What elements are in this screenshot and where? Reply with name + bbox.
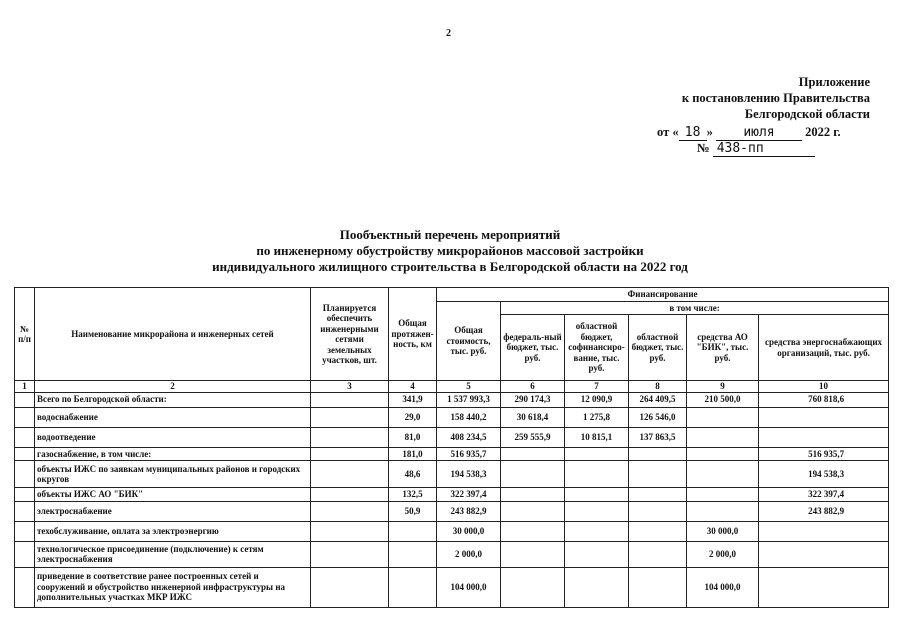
table-row (15, 521, 889, 541)
cell-plots (311, 501, 389, 521)
date-mid: » (706, 125, 713, 139)
column-number: 1 (15, 381, 35, 393)
column-number: 7 (565, 381, 629, 393)
cell-length: 341,9 (389, 392, 437, 407)
cell-length: 181,0 (389, 447, 437, 461)
header-name: Наименование микрорайона и инженерных сетей (35, 288, 311, 381)
header-plots: Планируется обеспечить инженерными сетями земельных участков, шт. (311, 288, 389, 381)
cell-num (15, 407, 35, 427)
table-row (15, 461, 889, 488)
cell-total: 2 000,0 (437, 541, 501, 567)
header-bik: средства АО "БИК", тыс. руб. (687, 315, 759, 381)
cell-regional: 126 546,0 (629, 407, 687, 427)
table-body (15, 392, 889, 607)
cell-regional-cofin: 10 815,1 (565, 427, 629, 447)
cell-length: 48,6 (389, 461, 437, 488)
column-number: 8 (629, 381, 687, 393)
column-number: 3 (311, 381, 389, 393)
column-number: 10 (759, 381, 889, 393)
date-year: 2022 г. (805, 125, 841, 139)
appendix-line-3: Белгородской области (744, 107, 870, 121)
cell-total: 30 000,0 (437, 521, 501, 541)
column-number: 6 (501, 381, 565, 393)
cell-name: электроснабжение (35, 501, 311, 521)
cell-bik: 210 500,0 (687, 392, 759, 407)
cell-federal (501, 501, 565, 521)
cell-regional (629, 541, 687, 567)
header-length: Общая протяжен-ность, км (389, 288, 437, 381)
cell-energy: 760 818,6 (759, 392, 889, 407)
cell-federal: 30 618,4 (501, 407, 565, 427)
column-number: 5 (437, 381, 501, 393)
cell-bik (687, 461, 759, 488)
cell-length: 132,5 (389, 488, 437, 502)
cell-plots (311, 461, 389, 488)
cell-bik (687, 407, 759, 427)
cell-plots (311, 521, 389, 541)
header-financing: Финансирование (437, 288, 889, 302)
cell-energy (759, 541, 889, 567)
cell-plots (311, 541, 389, 567)
cell-bik (687, 501, 759, 521)
column-numbers-row (15, 381, 889, 393)
cell-num (15, 488, 35, 502)
cell-energy: 516 935,7 (759, 447, 889, 461)
cell-total: 194 538,3 (437, 461, 501, 488)
cell-federal: 290 174,3 (501, 392, 565, 407)
measures-table (14, 287, 889, 608)
date-prefix: от « (657, 125, 679, 139)
cell-regional-cofin: 1 275,8 (565, 407, 629, 427)
cell-energy (759, 427, 889, 447)
cell-plots (311, 567, 389, 607)
cell-regional (629, 461, 687, 488)
cell-regional (629, 521, 687, 541)
document-title (150, 227, 750, 275)
title-line-2: по инженерному обустройству микрорайонов массовой застройки (256, 243, 644, 258)
cell-plots (311, 392, 389, 407)
cell-bik (687, 447, 759, 461)
date-month: июля (716, 125, 802, 141)
cell-energy: 194 538,3 (759, 461, 889, 488)
cell-plots (311, 488, 389, 502)
cell-regional (629, 501, 687, 521)
number-prefix: № (697, 141, 710, 155)
cell-length (389, 541, 437, 567)
cell-name: газоснабжение, в том числе: (35, 447, 311, 461)
column-number: 4 (389, 381, 437, 393)
cell-num (15, 541, 35, 567)
resolution-date (657, 125, 841, 141)
header-including: в том числе: (501, 301, 889, 315)
table-row (15, 501, 889, 521)
header-num: № п/п (15, 288, 35, 381)
cell-federal: 259 555,9 (501, 427, 565, 447)
title-line-1: Пообъектный перечень мероприятий (339, 227, 561, 242)
cell-bik (687, 488, 759, 502)
cell-num (15, 392, 35, 407)
cell-federal (501, 521, 565, 541)
cell-regional (629, 567, 687, 607)
appendix-line-2: к постановлению Правительства (681, 91, 870, 105)
cell-federal (501, 541, 565, 567)
appendix-line-1: Приложение (798, 75, 870, 89)
cell-energy (759, 407, 889, 427)
cell-name: водоотведение (35, 427, 311, 447)
cell-num (15, 447, 35, 461)
cell-length: 29,0 (389, 407, 437, 427)
header-regional: областной бюджет, тыс. руб. (629, 315, 687, 381)
cell-num (15, 567, 35, 607)
cell-federal (501, 447, 565, 461)
cell-length (389, 521, 437, 541)
cell-regional-cofin (565, 567, 629, 607)
cell-regional-cofin (565, 488, 629, 502)
table-row (15, 427, 889, 447)
cell-regional-cofin (565, 541, 629, 567)
cell-federal (501, 567, 565, 607)
cell-regional (629, 447, 687, 461)
cell-name: Всего по Белгородской области: (35, 392, 311, 407)
cell-bik: 2 000,0 (687, 541, 759, 567)
cell-regional-cofin (565, 461, 629, 488)
cell-total: 1 537 993,3 (437, 392, 501, 407)
cell-num (15, 521, 35, 541)
cell-energy: 243 882,9 (759, 501, 889, 521)
cell-plots (311, 427, 389, 447)
cell-name: приведение в соответствие ранее построенных сетей и сооружений и обустройство инженерной инфраструктуры на дополнительных участках МКР ИЖС (35, 567, 311, 607)
cell-total: 322 397,4 (437, 488, 501, 502)
number-value: 438-пп (713, 141, 815, 157)
header-federal: федераль-ный бюджет, тыс. руб. (501, 315, 565, 381)
cell-bik: 30 000,0 (687, 521, 759, 541)
cell-name: объекты ИЖС АО "БИК" (35, 488, 311, 502)
cell-num (15, 501, 35, 521)
column-number: 9 (687, 381, 759, 393)
cell-total: 408 234,5 (437, 427, 501, 447)
cell-name: техобслуживание, оплата за электроэнергию (35, 521, 311, 541)
resolution-number (697, 141, 815, 157)
appendix-block (640, 74, 870, 122)
cell-num (15, 461, 35, 488)
cell-length (389, 567, 437, 607)
date-day: 18 (679, 125, 707, 141)
header-energy: средства энергоснабжающих организаций, тыс. руб. (759, 315, 889, 381)
cell-energy (759, 567, 889, 607)
cell-total: 104 000,0 (437, 567, 501, 607)
table-row (15, 541, 889, 567)
cell-regional: 264 409,5 (629, 392, 687, 407)
column-number: 2 (35, 381, 311, 393)
cell-name: объекты ИЖС по заявкам муниципальных районов и городских округов (35, 461, 311, 488)
cell-name: водоснабжение (35, 407, 311, 427)
title-line-3: индивидуального жилищного строительства в Белгородской области на 2022 год (212, 259, 688, 274)
table-row (15, 407, 889, 427)
cell-total: 243 882,9 (437, 501, 501, 521)
cell-regional-cofin (565, 501, 629, 521)
cell-federal (501, 488, 565, 502)
cell-total: 158 440,2 (437, 407, 501, 427)
cell-regional-cofin: 12 090,9 (565, 392, 629, 407)
cell-length: 50,9 (389, 501, 437, 521)
cell-num (15, 427, 35, 447)
cell-regional-cofin (565, 447, 629, 461)
cell-federal (501, 461, 565, 488)
table-row (15, 392, 889, 407)
page-number: 2 (446, 28, 451, 39)
cell-length: 81,0 (389, 427, 437, 447)
header-total: Общая стоимость, тыс. руб. (437, 301, 501, 381)
cell-energy: 322 397,4 (759, 488, 889, 502)
cell-bik: 104 000,0 (687, 567, 759, 607)
header-regional-cofin: областной бюджет, софинансиро-вание, тыс. руб. (565, 315, 629, 381)
cell-plots (311, 447, 389, 461)
cell-name: технологическое присоединение (подключение) к сетям электроснабжения (35, 541, 311, 567)
table-row (15, 447, 889, 461)
cell-regional: 137 863,5 (629, 427, 687, 447)
cell-regional (629, 488, 687, 502)
table-row (15, 567, 889, 607)
table-row (15, 488, 889, 502)
cell-bik (687, 427, 759, 447)
cell-plots (311, 407, 389, 427)
cell-regional-cofin (565, 521, 629, 541)
cell-energy (759, 521, 889, 541)
cell-total: 516 935,7 (437, 447, 501, 461)
